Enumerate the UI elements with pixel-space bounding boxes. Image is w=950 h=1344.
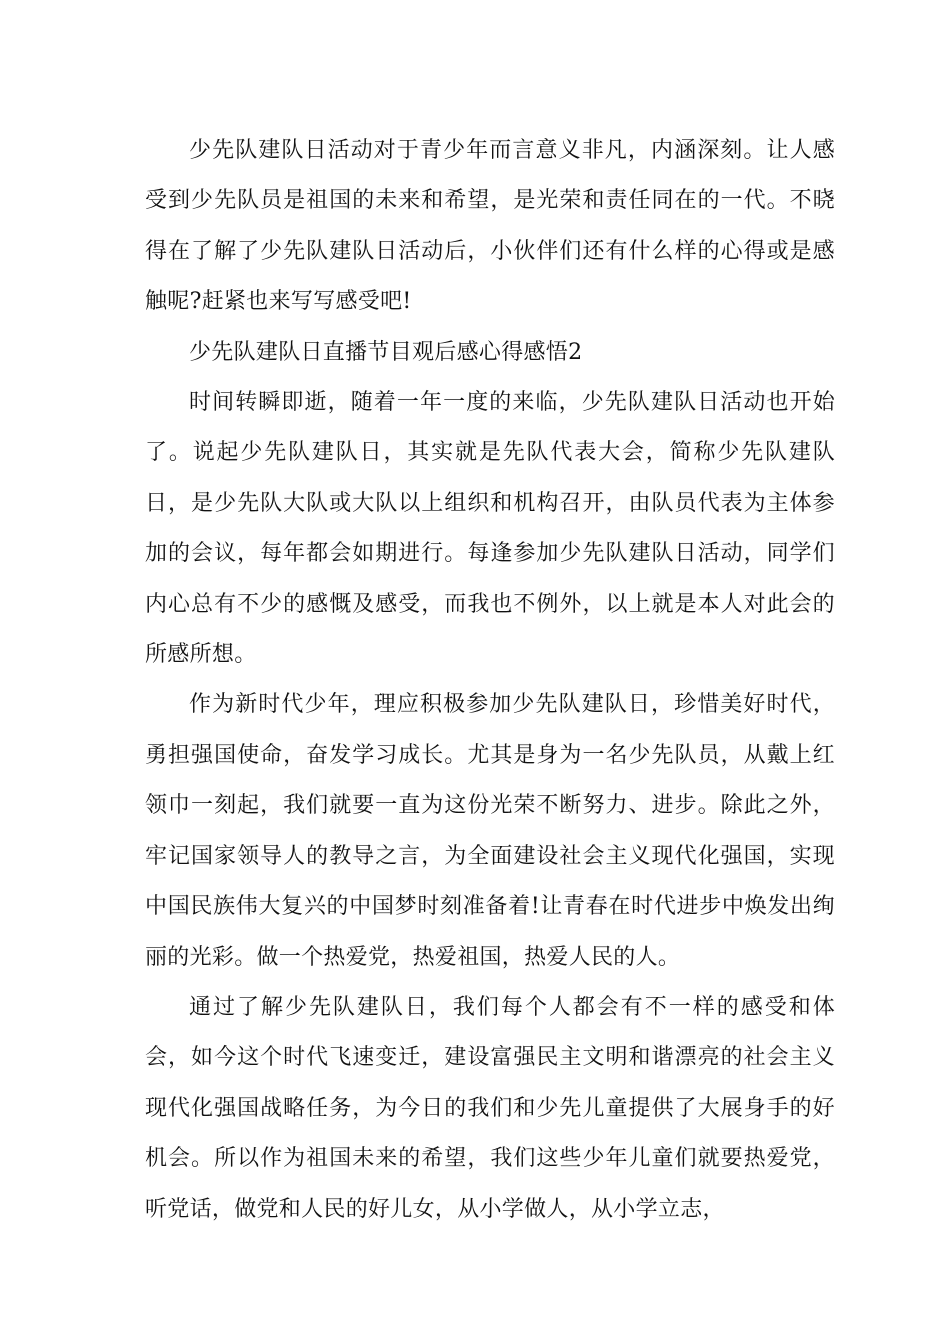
paragraph-understanding: 通过了解少先队建队日，我们每个人都会有不一样的感受和体会，如今这个时代飞速变迁，建设富强民主文明和谐漂亮的社会主义现代化强国战略任务，为今日的我们和少先儿童提供了大展身手的好机会。所以作为祖国未来的希望，我们这些少年儿童们就要热爱党，听党话，做党和人民的好儿女，从小学做人，从小学立志， xyxy=(145,994,835,1222)
paragraph-time: 时间转瞬即逝，随着一年一度的来临，少先队建队日活动也开始了。说起少先队建队日，其实就是先队代表大会，简称少先队建队日，是少先队大队或大队以上组织和机构召开，由队员代表为主体参加的会议，每年都会如期进行。每逢参加少先队建队日活动，同学们内心总有不少的感慨及感受，而我也不例外，以上就是本人对此会的所感所想。 xyxy=(145,390,835,668)
paragraph-intro: 少先队建队日活动对于青少年而言意义非凡，内涵深刻。让人感受到少先队员是祖国的未来和希望，是光荣和责任同在的一代。不晓得在了解了少先队建队日活动后，小伙伴们还有什么样的心得或是感触呢?赶紧也来写写感受吧! xyxy=(145,138,835,315)
paragraph-new-era: 作为新时代少年，理应积极参加少先队建队日，珍惜美好时代，勇担强国使命，奋发学习成长。尤其是身为一名少先队员，从戴上红领巾一刻起，我们就要一直为这份光荣不断努力、进步。除此之外，牢记国家领导人的教导之言，为全面建设社会主义现代化强国，实现中国民族伟大复兴的中国梦时刻准备着!让青春在时代进步中焕发出绚丽的光彩。做一个热爱党，热爱祖国，热爱人民的人。 xyxy=(145,692,835,970)
document-body xyxy=(145,126,835,1235)
section-heading: 少先队建队日直播节目观后感心得感悟2 xyxy=(189,339,583,365)
